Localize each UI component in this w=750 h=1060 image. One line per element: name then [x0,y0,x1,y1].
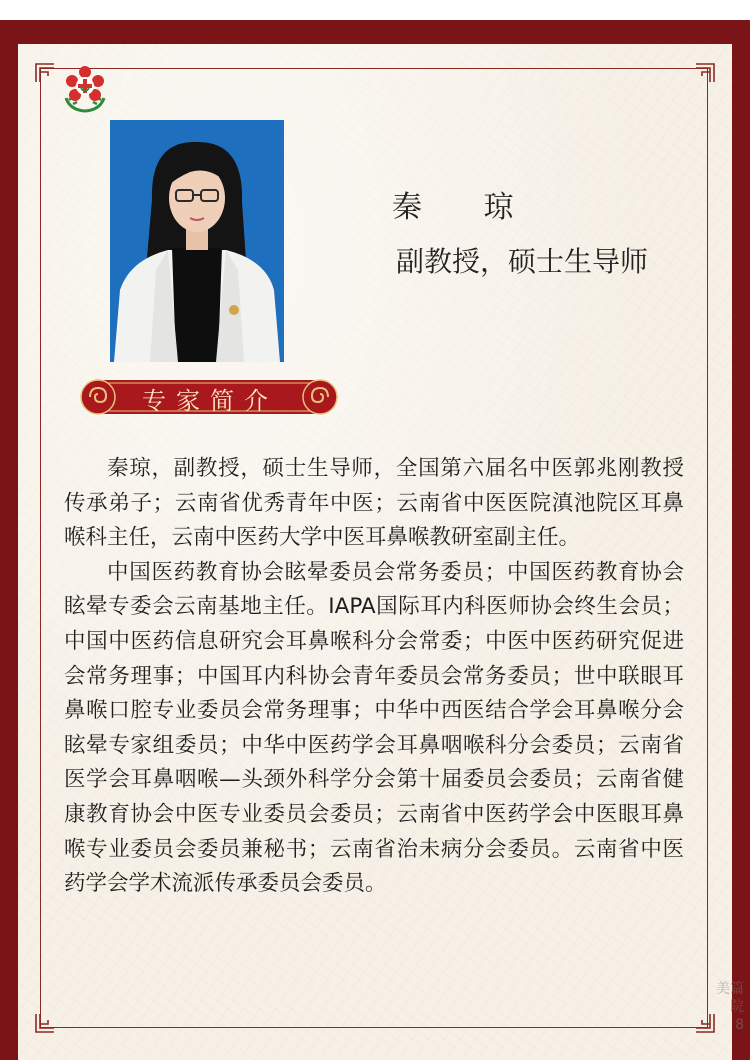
hospital-logo-icon [60,64,110,114]
corner-ornament-top-left [34,62,56,84]
section-heading: 专家简介 [142,387,278,415]
corner-ornament-bottom-right [694,1012,716,1034]
bio-paragraph-1: 秦琼，副教授，硕士生导师，全国第六届名中医郭兆刚教授传承弟子；云南省优秀青年中医；云南省中医医院滇池院区耳鼻喉科主任，云南中医药大学中医耳鼻喉教研室副主任。 [64,456,684,551]
watermark-line-3: 8 [735,1017,744,1033]
bio-text [64,452,684,902]
corner-ornament-top-right [694,62,716,84]
portrait-image [110,120,284,362]
watermark-line-2: 院 [730,999,744,1015]
doctor-title: 副教授，硕士生导师 [396,245,649,278]
watermark-line-1: 美篇 [716,981,744,997]
watermark [716,980,744,1034]
bio-paragraph-2: 中国医药教育协会眩晕委员会常务委员；中国医药教育协会眩晕专委会云南基地主任。IAPA国际耳内科医师协会终生会员；中国中医药信息研究会耳鼻喉科分会常委；中医中医药研究促进会常务理事；中国耳内科协会青年委员会常务委员；世中联眼耳鼻喉口腔专业委员会常务理事；中华中西医结合学会耳鼻喉分会眩晕专家组委员；中华中医药学会耳鼻咽喉科分会委员；云南省医学会耳鼻咽喉—头颈外科学分会第十届委员会委员；云南省健康教育协会中医专业委员会委员；云南省中医药学会中医眼耳鼻喉专业委员会委员兼秘书；云南省治未病分会委员。云南省中医药学会学术流派传承委员会委员。 [64,559,684,897]
portrait-photo [110,120,284,362]
doctor-name: 秦 琼 [392,190,540,225]
corner-ornament-bottom-left [34,1012,56,1034]
